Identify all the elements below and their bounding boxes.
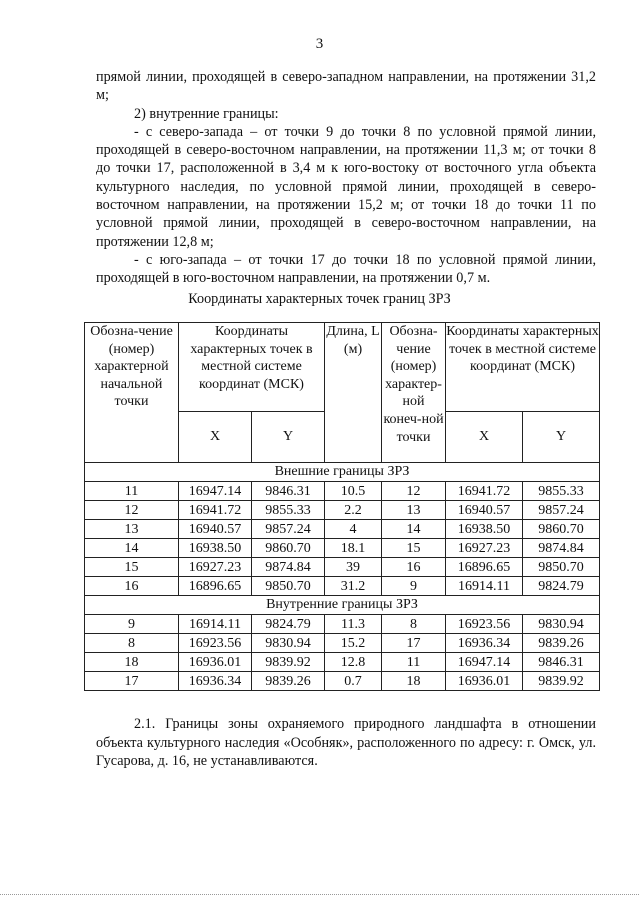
header-end-point: Обозна-чение (номер) характер-ной конеч-ной точки xyxy=(382,323,446,463)
coordinates-table xyxy=(84,322,600,691)
table-cell: 10.5 xyxy=(325,482,382,501)
table-cell: 16936.34 xyxy=(179,672,252,691)
table-cell: 12 xyxy=(382,482,446,501)
table-cell: 9839.92 xyxy=(523,672,600,691)
header-y-start: Y xyxy=(252,412,325,463)
table-cell: 13 xyxy=(382,501,446,520)
table-cell: 16914.11 xyxy=(179,615,252,634)
table-cell: 16941.72 xyxy=(179,501,252,520)
table-cell: 16941.72 xyxy=(446,482,523,501)
table-cell: 16938.50 xyxy=(179,539,252,558)
table-cell: 9857.24 xyxy=(252,520,325,539)
table-section-row xyxy=(85,463,600,482)
table-cell: 0.7 xyxy=(325,672,382,691)
table-cell: 9846.31 xyxy=(523,653,600,672)
table-cell: 14 xyxy=(85,539,179,558)
header-coords-end: Координаты характерных точек в местной системе координат (МСК) xyxy=(446,323,600,412)
table-title: Координаты характерных точек границ ЗРЗ xyxy=(188,291,451,307)
paragraph-outer-continued: прямой линии, проходящей в северо-западном направлении, на протяжении 31,2 м; xyxy=(96,69,596,104)
table-cell: 16923.56 xyxy=(179,634,252,653)
table-cell: 12 xyxy=(85,501,179,520)
table-header-row-1 xyxy=(85,323,600,412)
table-cell: 18 xyxy=(382,672,446,691)
page-number: 3 xyxy=(315,36,324,52)
body-text xyxy=(96,68,596,288)
table-cell: 16936.01 xyxy=(446,672,523,691)
table-cell: 16896.65 xyxy=(446,558,523,577)
table-cell: 16940.57 xyxy=(446,501,523,520)
table-cell: 14 xyxy=(382,520,446,539)
table-row xyxy=(85,520,600,539)
table-row xyxy=(85,634,600,653)
table-cell: 16947.14 xyxy=(446,653,523,672)
table-row xyxy=(85,653,600,672)
table-cell: 13 xyxy=(85,520,179,539)
table-cell: 16896.65 xyxy=(179,577,252,596)
table-cell: 15.2 xyxy=(325,634,382,653)
paragraph-southwest: - с юго-запада – от точки 17 до точки 18 по условной прямой линии, проходящей в юго-восточном направлении, на протяжении 0,7 м. xyxy=(96,251,596,287)
table-cell: 8 xyxy=(85,634,179,653)
table-cell: 9830.94 xyxy=(523,615,600,634)
closing-text xyxy=(96,715,596,771)
table-cell: 16947.14 xyxy=(179,482,252,501)
table-cell: 16927.23 xyxy=(179,558,252,577)
table-cell: 16940.57 xyxy=(179,520,252,539)
table-cell: 9860.70 xyxy=(252,539,325,558)
header-coords-start: Координаты характерных точек в местной системе координат (МСК) xyxy=(179,323,325,412)
table-cell: 9824.79 xyxy=(252,615,325,634)
table-cell: 9874.84 xyxy=(252,558,325,577)
table-cell: 9874.84 xyxy=(523,539,600,558)
table-cell: 9824.79 xyxy=(523,577,600,596)
table-cell: 9839.92 xyxy=(252,653,325,672)
header-start-point: Обозна-чение (номер) характерной начальной точки xyxy=(85,323,179,463)
header-y-end: Y xyxy=(523,412,600,463)
table-cell: 18.1 xyxy=(325,539,382,558)
table-cell: 9 xyxy=(382,577,446,596)
footer-divider xyxy=(0,894,639,895)
table-cell: 16 xyxy=(382,558,446,577)
table-cell: 9857.24 xyxy=(523,501,600,520)
table-section-title: Внешние границы ЗРЗ xyxy=(85,463,600,482)
table-row xyxy=(85,672,600,691)
table-cell: 17 xyxy=(382,634,446,653)
table-cell: 16938.50 xyxy=(446,520,523,539)
table-cell: 9839.26 xyxy=(523,634,600,653)
table-cell: 9855.33 xyxy=(523,482,600,501)
table-row xyxy=(85,615,600,634)
table-cell: 11 xyxy=(85,482,179,501)
table-section-row xyxy=(85,596,600,615)
table-row xyxy=(85,577,600,596)
table-cell: 31.2 xyxy=(325,577,382,596)
table-cell: 16923.56 xyxy=(446,615,523,634)
table-cell: 9839.26 xyxy=(252,672,325,691)
table-cell: 9830.94 xyxy=(252,634,325,653)
header-x-end: X xyxy=(446,412,523,463)
table-cell: 9 xyxy=(85,615,179,634)
table-cell: 18 xyxy=(85,653,179,672)
table-cell: 2.2 xyxy=(325,501,382,520)
table-cell: 11.3 xyxy=(325,615,382,634)
table-cell: 9850.70 xyxy=(252,577,325,596)
header-length: Длина, L (м) xyxy=(325,323,382,463)
table-cell: 16914.11 xyxy=(446,577,523,596)
table-cell: 9860.70 xyxy=(523,520,600,539)
table-cell: 16936.34 xyxy=(446,634,523,653)
table-cell: 9850.70 xyxy=(523,558,600,577)
table-cell: 8 xyxy=(382,615,446,634)
table-cell: 16927.23 xyxy=(446,539,523,558)
table-cell: 4 xyxy=(325,520,382,539)
table-section-title: Внутренние границы ЗРЗ xyxy=(85,596,600,615)
table-row xyxy=(85,539,600,558)
table-cell: 9846.31 xyxy=(252,482,325,501)
table-cell: 39 xyxy=(325,558,382,577)
table-cell: 16936.01 xyxy=(179,653,252,672)
header-x-start: X xyxy=(179,412,252,463)
table-cell: 15 xyxy=(85,558,179,577)
paragraph-2-1: 2.1. Границы зоны охраняемого природного ландшафта в отношении объекта культурного наследия «Особняк», расположенного по адресу: г. Омск, ул. Гусарова, д. 16, не устанавливаются. xyxy=(96,716,596,769)
table-cell: 12.8 xyxy=(325,653,382,672)
table-row xyxy=(85,558,600,577)
table-row xyxy=(85,482,600,501)
paragraph-inner-heading: 2) внутренние границы: xyxy=(134,105,279,122)
table-cell: 16 xyxy=(85,577,179,596)
paragraph-northwest: - с северо-запада – от точки 9 до точки 8 по условной прямой линии, проходящей в северо-восточном направлении, на протяжении 11,3 м; от точки 8 до точки 17, расположенной в 3,4 м к юго-востоку от восточного угла объекта культурного наследия, по условной прямой линии, проходящей в северо-восточном направлении, на протяжении 15,2 м; от точки 18 до точки 11 по условной прямой линии, проходящей в северо-восточном направлении, на протяжении 12,8 м; xyxy=(96,123,596,250)
table-cell: 15 xyxy=(382,539,446,558)
table-cell: 11 xyxy=(382,653,446,672)
table-row xyxy=(85,501,600,520)
table-cell: 9855.33 xyxy=(252,501,325,520)
table-cell: 17 xyxy=(85,672,179,691)
